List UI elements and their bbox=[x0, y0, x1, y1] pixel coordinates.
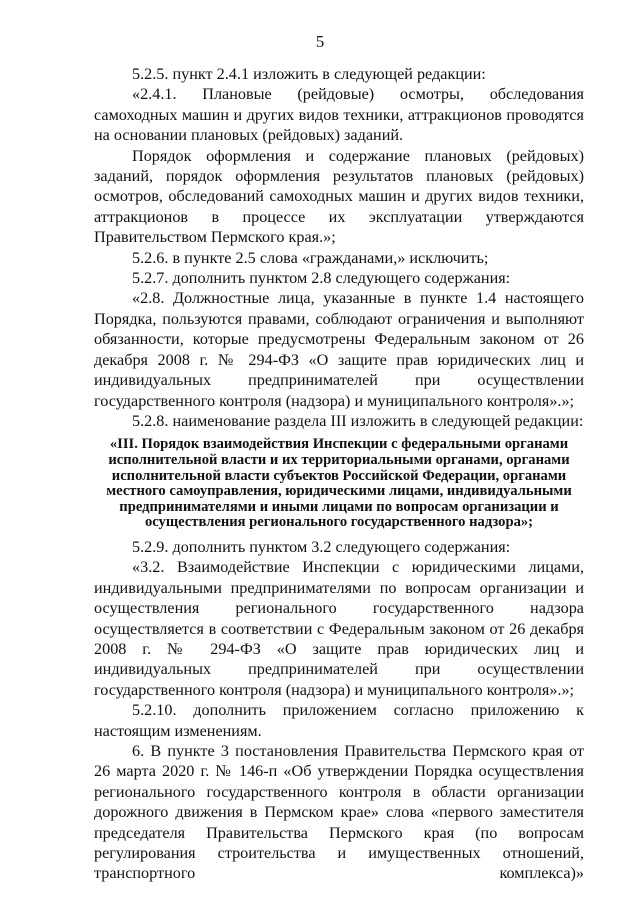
paragraph-5-2-10: 5.2.10. дополнить приложением согласно приложению к настоящим изменениям. bbox=[94, 701, 584, 740]
paragraph-2-4-1: «2.4.1. Плановые (рейдовые) осмотры, обследования самоходных машин и других видов техники, аттракционов проводятся на основании плановых (рейдовых) заданий. bbox=[94, 85, 584, 145]
paragraph-5-2-8: 5.2.8. наименование раздела III изложить в следующей редакции: bbox=[132, 411, 584, 430]
page-number: 5 bbox=[315, 32, 325, 51]
paragraph-5-2-9: 5.2.9. дополнить пунктом 3.2 следующего содержания: bbox=[132, 537, 511, 556]
paragraph-2-8: «2.8. Должностные лица, указанные в пункте 1.4 настоящего Порядка, пользуются правами, соблюдают ограничения и выполняют обязанности, которые предусмотрены Федеральным законом от 26 декабря 2008 г. № 294-ФЗ «О защите прав юридических лиц и индивидуальных предпринимателей при осуществлении государственного контроля (надзора) и муниципального контроля».»; bbox=[94, 289, 584, 410]
paragraph-5-2-5: 5.2.5. пункт 2.4.1 изложить в следующей редакции: bbox=[132, 65, 486, 83]
document-body bbox=[94, 64, 584, 884]
paragraph-6: 6. В пункте 3 постановления Правительства Пермского края от 26 марта 2020 г. № 146-п «Об утверждении Порядка осуществления регионального государственного контроля в области организации дорожного движения в Пермском крае» слова «первого заместителя председателя Правительства Пермского края (по вопросам регулирования строительства и имущественных отношений, транспортного комплекса)» bbox=[94, 741, 584, 883]
paragraph-5-2-6: 5.2.6. в пункте 2.5 слова «гражданами,» исключить; bbox=[132, 248, 489, 267]
paragraph-order-of-tasks: Порядок оформления и содержание плановых (рейдовых) заданий, порядок оформления результатов плановых (рейдовых) осмотров, обследований самоходных машин и других видов техники, аттракционов в процессе их эксплуатации утверждаются Правительством Пермского края.»; bbox=[94, 146, 584, 247]
section-heading: «III. Порядок взаимодействия Инспекции с федеральными органами исполнительной власти и их территориальными органами, органами исполнительной власти субъектов Российской Федерации, органами местного самоуправления, юридическими лицами, индивидуальными предпринимателями и иными лицами по вопросам организации и осуществления регионального государственного надзора»; bbox=[106, 436, 572, 531]
paragraph-3-2: «3.2. Взаимодействие Инспекции с юридическими лицами, индивидуальными предпринимателями по вопросам организации и осуществления регионального государственного надзора осуществляется в соответствии с Федеральным законом от 26 декабря 2008 г. № 294-ФЗ «О защите прав юридических лиц и индивидуальных предпринимателей при осуществлении государственного контроля (надзора) и муниципального контроля».»; bbox=[94, 558, 584, 699]
paragraph-5-2-7: 5.2.7. дополнить пунктом 2.8 следующего содержания: bbox=[132, 269, 511, 288]
